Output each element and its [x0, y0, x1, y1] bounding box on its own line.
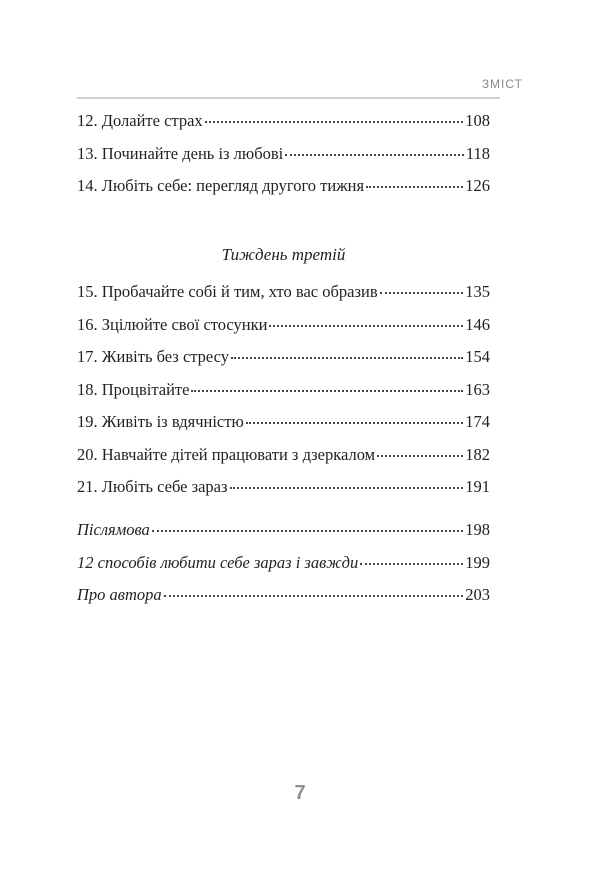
toc-leader-dots [231, 357, 463, 359]
toc-entry [77, 314, 490, 350]
toc-entry [77, 414, 490, 447]
toc-entry-title: 14. Любіть себе: перегляд другого тижня [77, 176, 365, 195]
toc-entry [77, 479, 490, 512]
toc-leader-dots [191, 390, 463, 392]
toc-leader-dots [205, 121, 464, 123]
toc-entry-page: 154 [465, 347, 490, 366]
toc-entry-page: 135 [465, 282, 490, 301]
header-rule [77, 97, 500, 99]
toc-entry-title: 15. Пробачайте собі й тим, хто вас образив [77, 282, 378, 301]
toc-leader-dots [380, 292, 464, 294]
section-title: Тиждень третій [221, 245, 346, 264]
toc-leader-dots [360, 563, 463, 565]
toc-entry-title: Про автора [77, 585, 162, 604]
toc-entry [77, 178, 490, 211]
toc-entry-page: 198 [465, 520, 490, 539]
toc-leader-dots [366, 186, 463, 188]
toc-leader-dots [377, 455, 463, 457]
toc-entry-page: 108 [465, 111, 490, 130]
toc-entry-page: 199 [465, 552, 490, 572]
toc-leader-dots [152, 530, 463, 532]
toc-entry-title: 16. Зцілюйте свої стосунки [77, 314, 268, 334]
toc-entry [77, 444, 490, 480]
toc-entry [77, 587, 490, 620]
toc-entry-page: 203 [465, 585, 490, 604]
toc-entry-title: Післямова [77, 520, 150, 539]
toc-entry [77, 349, 490, 382]
toc-entry-title: 19. Живіть із вдячністю [77, 412, 244, 431]
toc-entry-title: 12 способів любити себе зараз і завжди [77, 552, 359, 572]
toc-entry-page: 163 [465, 379, 490, 399]
toc-group-3 [77, 522, 490, 620]
toc-entry-title: 13. Починайте день із любові [77, 143, 284, 163]
toc-entry-title: 12. Долайте страх [77, 111, 203, 130]
toc-group-2 [77, 284, 490, 512]
page-number: 7 [294, 782, 306, 804]
toc-entry-title: 17. Живіть без стресу [77, 347, 230, 366]
toc-leader-dots [269, 325, 463, 327]
toc-entry-page: 126 [465, 176, 490, 195]
toc-entry [77, 379, 490, 415]
toc-entry [77, 113, 490, 146]
toc-leader-dots [230, 487, 464, 489]
toc-leader-dots [164, 595, 464, 597]
toc-entry-page: 191 [465, 477, 490, 496]
toc-entry-title: 18. Процвітайте [77, 379, 190, 399]
toc-group-1 [77, 113, 490, 211]
toc-entry-page: 182 [465, 444, 490, 464]
toc-entry-page: 118 [465, 143, 490, 163]
toc-entry [77, 143, 490, 179]
toc-entry [77, 284, 490, 317]
toc-entry [77, 552, 490, 588]
toc-entry-title: 21. Любіть себе зараз [77, 477, 228, 496]
toc-entry-page: 146 [465, 314, 490, 334]
toc-entry [77, 522, 490, 555]
toc-leader-dots [285, 154, 464, 156]
toc-entry-title: 20. Навчайте дітей працювати з дзеркалом [77, 444, 376, 464]
toc-entry-page: 174 [465, 412, 490, 431]
toc-leader-dots [246, 422, 463, 424]
running-head: ЗМІСТ [481, 77, 523, 91]
